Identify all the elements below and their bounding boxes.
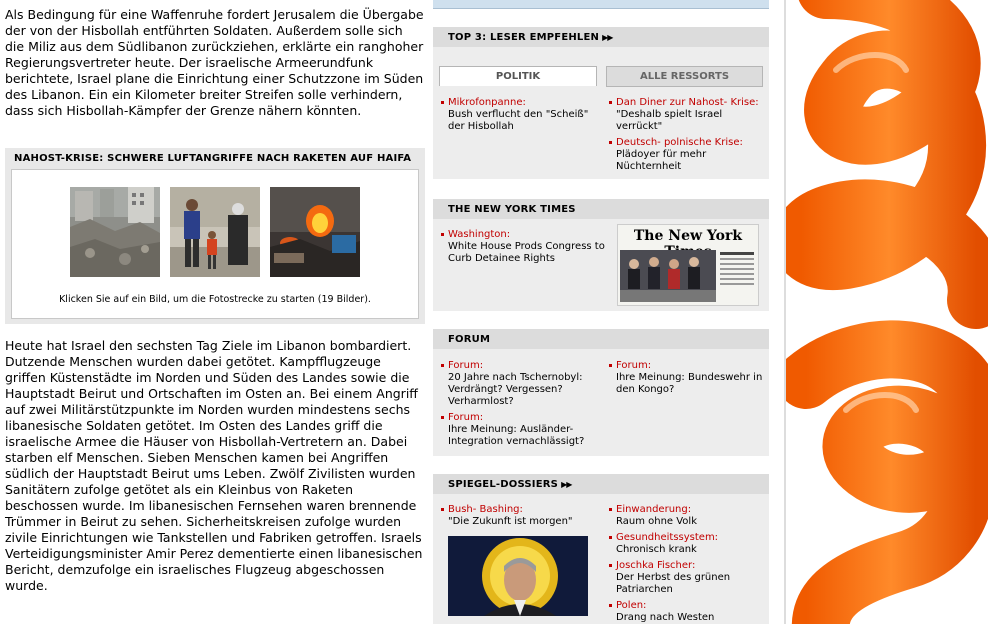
item-kicker: Einwanderung: <box>616 504 692 515</box>
forum-box <box>433 329 769 456</box>
search-bar-bottom <box>433 0 769 9</box>
nyt-header <box>433 199 769 219</box>
bullet-icon <box>609 141 612 144</box>
top3-item-1[interactable] <box>448 97 598 133</box>
photo-gallery <box>5 148 425 324</box>
dossiers-header[interactable] <box>433 474 769 494</box>
dossiers-title: SPIEGEL-DOSSIERS <box>448 479 559 490</box>
dossiers-box <box>433 474 769 624</box>
dossier-item-bush[interactable] <box>448 504 608 528</box>
nyt-frontpage-image[interactable] <box>617 224 759 306</box>
item-kicker: Gesundheitssystem: <box>616 532 719 543</box>
tab-politik[interactable]: POLITIK <box>439 66 597 86</box>
tab-alle-ressorts[interactable]: ALLE RESSORTS <box>606 66 763 87</box>
gallery-box <box>11 169 419 319</box>
gallery-thumbnail-rubble[interactable] <box>70 187 160 277</box>
item-text: Chronisch krank <box>616 544 697 555</box>
gallery-thumbnail-civilians[interactable] <box>170 187 260 277</box>
top3-header[interactable] <box>433 27 769 47</box>
arrow-right-icon: ▶▶ <box>561 480 572 489</box>
item-text: Ihre Meinung: Ausländer-Integration vernachlässigt? <box>448 424 585 447</box>
top3-tabs <box>439 66 764 87</box>
bullet-icon <box>441 101 444 104</box>
dossier-item-1[interactable] <box>616 504 766 528</box>
bullet-icon <box>609 536 612 539</box>
item-text: Der Herbst des grünen Patriarchen <box>616 572 731 595</box>
bullet-icon <box>609 604 612 607</box>
forum-item-3[interactable] <box>448 412 603 448</box>
item-kicker: Forum: <box>448 412 484 423</box>
bullet-icon <box>441 233 444 236</box>
item-text: Plädoyer für mehr Nüchternheit <box>616 149 707 172</box>
item-kicker: Dan Diner zur Nahost- Krise: <box>616 97 759 108</box>
item-kicker: Mikrofonpanne: <box>448 97 526 108</box>
nyt-box <box>433 199 769 311</box>
item-kicker: Polen: <box>616 600 647 611</box>
bullet-icon <box>609 101 612 104</box>
item-kicker: Joschka Fischer: <box>616 560 696 571</box>
dossier-item-2[interactable] <box>616 532 766 556</box>
arrow-right-icon: ▶▶ <box>602 33 613 42</box>
nyt-masthead: The New York <box>633 228 743 244</box>
item-text: Ihre Meinung: Bundeswehr in den Kongo? <box>616 372 763 395</box>
item-text: Bush verflucht den "Scheiß" der Hisbollah <box>448 109 589 132</box>
top3-item-3[interactable] <box>616 137 766 173</box>
top3-title: TOP 3: LESER EMPFEHLEN <box>448 32 600 43</box>
item-kicker: Forum: <box>616 360 652 371</box>
dossier-bush-image[interactable] <box>448 536 588 616</box>
bullet-icon <box>609 508 612 511</box>
item-text: Drang nach Westen <box>616 612 715 623</box>
item-text: "Deshalb spielt Israel verrückt" <box>616 109 723 132</box>
item-kicker: Forum: <box>448 360 484 371</box>
forum-item-2[interactable] <box>616 360 766 396</box>
bullet-icon <box>441 416 444 419</box>
item-text: Raum ohne Volk <box>616 516 697 527</box>
orange-swirl-graphic <box>786 0 988 624</box>
bullet-icon <box>441 508 444 511</box>
article-paragraph-2: Heute hat Israel den sechsten Tag Ziele im Libanon bombardiert. Dutzende Menschen wurden dabei getötet. Kampfflugzeuge griffen Küstenstädte im Norden und Süden des Landes sowie die Hauptstadt Beirut und Ortschaften im Osten an. Bei einem Angriff auf zwei Militärstützpunkte im Norden wurden mindestens sechs libanesische Soldaten getötet. Im Osten des Landes griff die israelische Armee die Häuser von Hisbollah-Vertretern an. Dabei starben elf Menschen. Sieben Menschen kamen bei Angriffen südlich der Hauptstadt Beirut ums Leben. Zwölf Zivilisten wurden Sanitätern zufolge getötet als ein Kleinbus von Raketen beschossen wurde. Im libanesischen Fernsehen waren brennende Trümmer in Beirut zu sehen. Sicherheitskreisen zufolge wurden zivile Einrichtungen wie Tankstellen und Fabriken getroffen. Israels Verteidigungsminister Amir Perez dementierte einen libanesischen Bericht, demzufolge ein israelisches Flugzeug abgeschossen wurde. <box>5 338 423 593</box>
nyt-item[interactable] <box>448 229 613 265</box>
item-text: White House Prods Congress to Curb Detainee Rights <box>448 241 605 264</box>
nyt-columns <box>720 252 754 288</box>
forum-title: FORUM <box>448 334 491 345</box>
gallery-thumbnail-fire[interactable] <box>270 187 360 277</box>
item-text: 20 Jahre nach Tschernobyl: Verdrängt? Vergessen? Verharmlost? <box>448 372 583 407</box>
item-kicker: Deutsch- polnische Krise: <box>616 137 743 148</box>
top3-item-2[interactable] <box>616 97 766 133</box>
bullet-icon <box>609 564 612 567</box>
nyt-title: THE NEW YORK TIMES <box>448 204 576 215</box>
forum-header <box>433 329 769 349</box>
gallery-caption: Klicken Sie auf ein Bild, um die Fotostrecke zu starten (19 Bilder). <box>59 294 371 305</box>
forum-item-1[interactable] <box>448 360 603 408</box>
article-paragraph-1: Als Bedingung für eine Waffenruhe fordert Jerusalem die Übergabe der von der Hisbollah entführten Soldaten. Außerdem solle sich die Miliz aus dem Südlibanon zurückziehen, erklärte ein ranghoher Regierungsvertreter heute. Der israelische Armeerundfunk berichtete, Israel plane die Einrichtung einer Schutzzone im Süden des Libanon. Ein ein Kilometer breiter Streifen solle verhindern, dass sich Hisbollah-Kämpfer der Grenze nähern könnten. <box>5 7 424 118</box>
dossier-item-3[interactable] <box>616 560 766 596</box>
dossier-item-4[interactable] <box>616 600 766 624</box>
item-kicker: Washington: <box>448 229 511 240</box>
bullet-icon <box>609 364 612 367</box>
bullet-icon <box>441 364 444 367</box>
item-kicker: Bush- Bashing: <box>448 504 523 515</box>
top3-box <box>433 27 769 179</box>
nyt-photo <box>620 250 716 302</box>
orange-ad-banner[interactable] <box>784 0 988 624</box>
item-text: "Die Zukunft ist morgen" <box>448 516 573 527</box>
gallery-title: NAHOST-KRISE: SCHWERE LUFTANGRIFFE NACH RAKETEN AUF HAIFA <box>14 153 412 164</box>
